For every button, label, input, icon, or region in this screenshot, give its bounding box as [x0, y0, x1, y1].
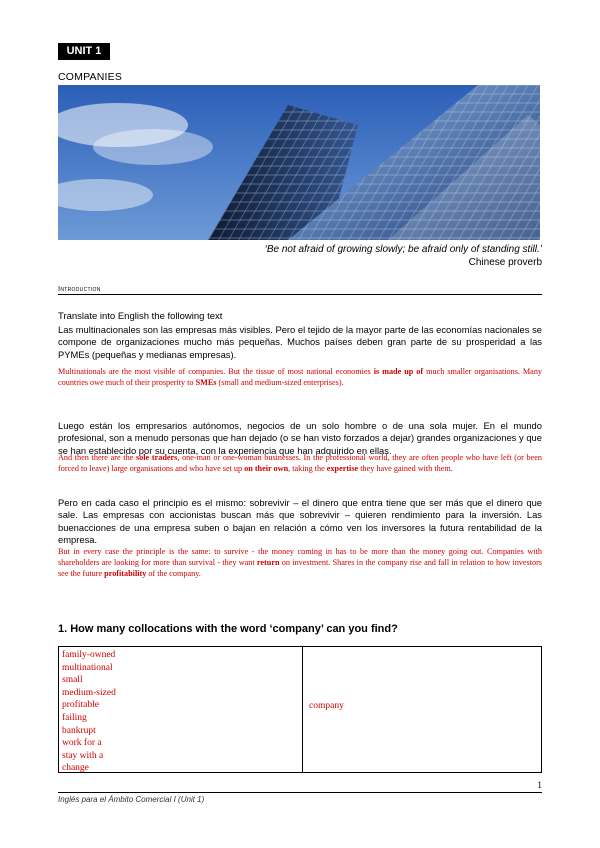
footer-divider: [58, 792, 542, 793]
footer-text: Inglés para el Ámbito Comercial I (Unit 1): [58, 795, 205, 804]
collocation-item: bankrupt: [62, 725, 96, 736]
introduction-heading: Introduction: [58, 284, 101, 293]
translation-text: on investment. Shares in the company rise and fall in relation to how investors see the future: [58, 558, 542, 578]
instruction-text: Translate into English the following text: [58, 311, 223, 322]
key-term: profitability: [104, 569, 147, 578]
collocation-item: stay with a: [62, 750, 104, 761]
collocation-item: medium-sized: [62, 687, 116, 698]
translation-text: But in every case the principle is the same: to survive - the money coming in has to be more than the money going out. Companies with shareholders are looking for more than survival - they want: [58, 547, 542, 567]
translation-text: , taking the: [288, 464, 327, 473]
skyscraper-photo: [58, 85, 540, 240]
heading-divider: [58, 294, 542, 295]
collocation-item: work for a: [62, 738, 102, 749]
collocation-item: multinational: [62, 662, 113, 673]
translation-text: And then there are the: [58, 453, 136, 462]
section-title: COMPANIES: [58, 71, 123, 83]
key-term: expertise: [326, 464, 359, 473]
key-term: on their own: [244, 464, 289, 473]
collocation-item: family-owned: [62, 650, 116, 660]
quote-text: ‘Be not afraid of growing slowly; be afraid only of standing still.’: [264, 244, 542, 255]
spanish-paragraph: Luego están los empresarios autónomos, negocios de un solo hombre o de una sola mujer. En el mundo profesional, son a menudo personas que han dejado (o se han visto forzados a dejar) grandes organizaciones y que se han establecido por su cuenta, con la experiencia que han adquirido en ellas.: [58, 420, 542, 456]
exercise-heading: 1. How many collocations with the word ‘company’ can you find?: [58, 623, 398, 635]
spanish-paragraph: Las multinacionales son las empresas más visibles. Pero el tejido de la mayor parte de las economías nacionales se compone de organizaciones mucho más pequeñas. Muchos países deben gran parte de su prosperidad a las PYMEs (pequeñas y medianas empresas).: [58, 324, 542, 360]
translation-text: , one-man or one-woman businesses. In the professional world, they are often people who have left (or been forced to leave) large organisations and who have set up: [58, 453, 542, 473]
collocation-list: [59, 647, 303, 772]
quote-author: Chinese proverb: [468, 257, 542, 268]
english-translation: [58, 452, 542, 474]
translation-text: Multinationals are the most visible of companies. But the tissue of most national economies: [58, 367, 374, 376]
collocation-item: change: [62, 763, 89, 774]
english-translation: [58, 366, 542, 388]
translation-text: they have gained with them.: [358, 464, 453, 473]
translation-text: (small and medium-sized enterprises).: [216, 378, 344, 387]
unit-badge: UNIT 1: [58, 43, 110, 60]
key-term: SMEs: [195, 378, 217, 387]
page-number: 1: [537, 781, 542, 791]
collocation-table: [58, 646, 542, 773]
keyword-cell: company: [309, 701, 344, 711]
english-translation: [58, 546, 542, 579]
key-term: return: [256, 558, 280, 567]
translation-text: much smaller organisations. Many countries owe much of their prosperity to: [58, 367, 543, 387]
collocation-item: profitable: [62, 700, 99, 711]
collocation-item: failing: [62, 712, 87, 723]
key-term: sole traders: [136, 453, 178, 462]
translation-text: of the company.: [146, 569, 201, 578]
spanish-paragraph: Pero en cada caso el principio es el mismo: sobrevivir – el dinero que entra tiene que ser más que el dinero que sale. Las empresas con accionistas buscan más que sobrevivir – quieren rendimiento para la inversión. Las buenacciones de una empresa suben o bajan en relación a cómo ven los inversores la futura rentabilidad de la empresa.: [58, 497, 542, 545]
key-term: is made up of: [373, 367, 424, 376]
collocation-item: small: [62, 675, 83, 686]
